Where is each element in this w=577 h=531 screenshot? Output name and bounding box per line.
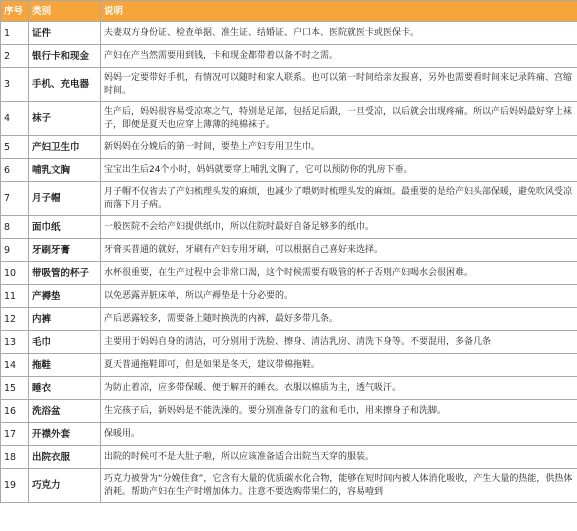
header-no: 序号 [1,1,29,22]
row-category: 证件 [29,22,101,45]
row-no: 4 [1,102,29,136]
row-category: 牙刷牙膏 [29,239,101,262]
row-category: 巧克力 [29,469,101,503]
row-description: 夏天普通拖鞋即可，但是如果是冬天，建议带棉拖鞋。 [101,354,577,377]
row-description: 夫妻双方身份证、检查单据、准生证、结婚证、户口本、医院就医卡或医保卡。 [101,22,577,45]
row-category: 面巾纸 [29,216,101,239]
row-category: 洗浴盆 [29,400,101,423]
table-row [1,136,577,159]
row-description: 新妈妈在分娩后的第一时间，要垫上产妇专用卫生巾。 [101,136,577,159]
row-category: 内裤 [29,308,101,331]
header-category: 类别 [29,1,101,22]
table-row [1,285,577,308]
row-no: 5 [1,136,29,159]
row-no: 2 [1,45,29,68]
table-row [1,216,577,239]
row-description: 月子帽不仅省去了产妇梳理头发的麻烦，也减少了喂奶时梳理头发的麻烦。最重要的是给产妇头部保暖，避免吹风受凉而落下月子病。 [101,182,577,216]
row-no: 14 [1,354,29,377]
row-no: 6 [1,159,29,182]
row-category: 出院衣服 [29,446,101,469]
row-description: 产后恶露较多，需要备上随时换洗的内裤，最好多带几条。 [101,308,577,331]
table-row [1,446,577,469]
row-category: 哺乳文胸 [29,159,101,182]
table-row [1,102,577,136]
row-no: 15 [1,377,29,400]
row-category: 手机、充电器 [29,68,101,102]
row-no: 11 [1,285,29,308]
row-category: 毛巾 [29,331,101,354]
row-no: 3 [1,68,29,102]
table-row [1,45,577,68]
table-row [1,68,577,102]
table-row [1,469,577,503]
row-description: 以免恶露弄脏床单，所以产褥垫是十分必要的。 [101,285,577,308]
header-description: 说明 [101,1,577,22]
row-description: 水杯很重要，在生产过程中会非常口渴，这个时候需要有吸管的杯子否则产妇喝水会很困难。 [101,262,577,285]
row-no: 12 [1,308,29,331]
row-no: 8 [1,216,29,239]
table-row [1,423,577,446]
row-no: 9 [1,239,29,262]
row-no: 1 [1,22,29,45]
row-description: 宝宝出生后24个小时，妈妈就要穿上哺乳文胸了，它可以预防你的乳房下垂。 [101,159,577,182]
table-row [1,22,577,45]
row-no: 18 [1,446,29,469]
row-description: 为防止着凉，应多带保暖、便于解开的睡衣。衣服以棉质为主，透气吸汗。 [101,377,577,400]
row-description: 妈妈一定要带好手机，有情况可以随时和家人联系。也可以第一时间给亲友报喜，另外也需要看时间来记录阵痛、宫缩时间。 [101,68,577,102]
row-category: 睡衣 [29,377,101,400]
row-description: 生产后，妈妈很容易受凉寒之气，特别是足部，包括足后跟，一旦受凉，以后就会出现疼痛。所以产后妈妈最好穿上袜子，即便是夏天也应穿上薄薄的纯棉袜子。 [101,102,577,136]
table-row [1,354,577,377]
row-category: 拖鞋 [29,354,101,377]
row-category: 银行卡和现金 [29,45,101,68]
row-description: 出院的时候可不是大肚子啦，所以应该准备适合出院当天穿的服装。 [101,446,577,469]
table-row [1,377,577,400]
table-row [1,182,577,216]
row-description: 产妇在产当然需要用到钱，卡和现金都带着以备不时之需。 [101,45,577,68]
row-description: 保暖用。 [101,423,577,446]
table-row [1,400,577,423]
row-category: 带吸管的杯子 [29,262,101,285]
row-no: 13 [1,331,29,354]
row-no: 19 [1,469,29,503]
row-description: 牙膏买普通的就好，牙刷有产妇专用牙刷，可以根据自己喜好来选择。 [101,239,577,262]
row-description: 生完孩子后，新妈妈是不能洗澡的。要分别准备专门的盆和毛巾，用来擦身子和洗脚。 [101,400,577,423]
row-no: 17 [1,423,29,446]
row-description: 一般医院不会给产妇提供纸巾，所以住院时最好自备足够多的纸巾。 [101,216,577,239]
row-category: 产褥垫 [29,285,101,308]
row-no: 10 [1,262,29,285]
row-description: 主要用于妈妈自身的清洁，可分别用于洗脸、擦身、清洁乳房、清洗下身等。不要混用，多备几条 [101,331,577,354]
table-row [1,308,577,331]
row-no: 16 [1,400,29,423]
table-row [1,239,577,262]
row-category: 产妇卫生巾 [29,136,101,159]
row-description: 巧克力被誉为“分娩佳食”，它含有大量的优质碳水化合物，能够在短时间内被人体消化吸收，产生大量的热能，供热体消耗。帮助产妇在生产时增加体力。注意不要选购带果仁的，容易噎到 [101,469,577,503]
table-header-row [1,1,577,22]
table-row [1,262,577,285]
table-row [1,159,577,182]
row-category: 开襟外套 [29,423,101,446]
table-row [1,331,577,354]
row-category: 袜子 [29,102,101,136]
row-no: 7 [1,182,29,216]
row-category: 月子帽 [29,182,101,216]
